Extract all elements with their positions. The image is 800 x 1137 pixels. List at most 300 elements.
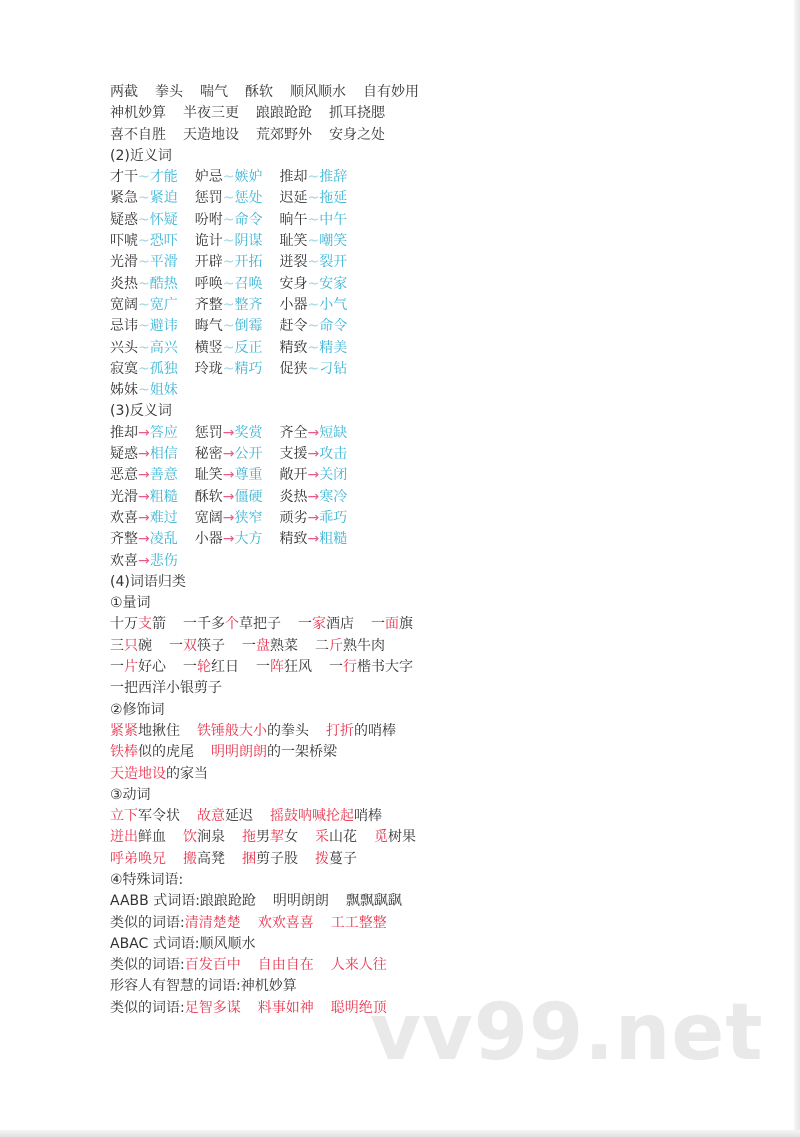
arrow-icon: → <box>307 424 320 441</box>
highlight-text: 工工整整 <box>330 914 387 931</box>
arrow-icon: → <box>222 488 235 505</box>
arrow-icon: → <box>307 509 320 526</box>
antonym-pair <box>195 444 263 465</box>
tilde-separator: ~ <box>138 339 150 356</box>
highlight-text: 支 <box>138 616 152 633</box>
phrase-text: 旗 <box>399 616 413 633</box>
word: 精致 <box>279 531 308 548</box>
antonym-word: 短缺 <box>319 424 348 441</box>
phrase <box>110 742 194 763</box>
synonym-word: 宽广 <box>149 296 178 313</box>
synonym-pair <box>110 210 178 231</box>
phrase <box>169 636 225 657</box>
phrase <box>197 806 253 827</box>
antonym-pair <box>195 423 263 444</box>
phrase-text: 三 <box>110 637 124 654</box>
phrase <box>110 806 180 827</box>
synonym-word: 惩处 <box>234 190 263 207</box>
phrase-text: 一 <box>183 659 197 676</box>
synonym-word: 才能 <box>149 169 178 186</box>
word: 欢喜 <box>110 509 138 526</box>
arrow-icon: → <box>222 424 235 441</box>
arrow-icon: → <box>138 509 150 526</box>
vocab-line <box>110 82 750 103</box>
word: 耻笑 <box>279 233 308 250</box>
phrase-text: 箭 <box>152 616 166 633</box>
phrase-row <box>110 891 750 912</box>
vocab-word: 喘气 <box>200 84 228 100</box>
phrase-text: 好心 <box>138 659 166 676</box>
antonym-pair <box>110 508 178 529</box>
vocab-word: 踉踉跄跄 <box>256 105 312 122</box>
word: 赶令 <box>279 318 308 335</box>
tilde-separator: ~ <box>307 296 320 313</box>
phrase <box>110 657 166 678</box>
phrase <box>110 913 241 934</box>
word: 推却 <box>110 424 138 441</box>
page-edge-right <box>794 0 800 1137</box>
tilde-separator: ~ <box>138 275 150 292</box>
phrase-text: 碗 <box>138 637 152 654</box>
highlight-text: 采 <box>315 829 329 846</box>
phrase <box>110 998 241 1019</box>
phrase <box>242 827 298 848</box>
synonym-pair <box>195 359 263 380</box>
synonym-row <box>110 188 750 209</box>
phrase <box>331 955 387 976</box>
phrase <box>298 614 354 635</box>
antonym-pair <box>110 444 178 465</box>
phrase-text: 男 <box>256 829 270 846</box>
antonym-row <box>110 487 750 508</box>
phrase <box>110 721 180 742</box>
antonyms-heading <box>110 401 750 422</box>
phrase-text: 十万 <box>110 616 138 633</box>
phrase <box>110 934 255 955</box>
synonym-pair <box>110 167 178 188</box>
antonym-row <box>110 529 750 550</box>
antonym-row <box>110 465 750 486</box>
tilde-separator: ~ <box>138 169 150 186</box>
synonym-pair <box>195 274 263 295</box>
vocab-word: 酥软 <box>245 84 273 100</box>
phrase-text: 高凳 <box>197 850 225 867</box>
phrase-text: 一把西洋小银剪子 <box>110 680 222 697</box>
tilde-separator: ~ <box>222 190 235 207</box>
subsection-heading: ③动词 <box>110 786 151 803</box>
highlight-text: 只 <box>124 637 138 654</box>
tilde-separator: ~ <box>222 275 235 292</box>
phrase-text: 一 <box>256 659 270 676</box>
antonym-word: 寒冷 <box>319 488 348 505</box>
word: 光滑 <box>110 254 138 271</box>
synonym-pair <box>110 274 178 295</box>
synonym-row <box>110 380 750 401</box>
arrow-icon: → <box>138 552 150 569</box>
tilde-separator: ~ <box>307 211 320 228</box>
phrase <box>110 827 166 848</box>
synonym-word: 精巧 <box>234 360 263 377</box>
phrase-text: 军令状 <box>138 808 180 825</box>
highlight-text: 轮 <box>197 659 211 676</box>
word: 忌讳 <box>110 318 138 335</box>
word: 推却 <box>279 169 308 186</box>
tilde-separator: ~ <box>222 339 235 356</box>
word: 秘密 <box>194 446 223 463</box>
word: 迟延 <box>279 190 308 207</box>
highlight-text: 清清楚楚 <box>184 914 241 931</box>
antonym-word: 善意 <box>149 467 178 484</box>
arrow-icon: → <box>138 446 150 463</box>
synonym-pair <box>110 231 178 252</box>
word: 敞开 <box>279 467 308 484</box>
synonym-row <box>110 167 750 188</box>
highlight-text: 足智多谋 <box>184 999 241 1016</box>
phrase-text: 熟牛肉 <box>343 637 385 654</box>
phrase <box>258 913 314 934</box>
synonym-word: 紧迫 <box>149 190 178 207</box>
synonym-pair <box>110 188 178 209</box>
arrow-icon: → <box>138 424 150 441</box>
highlight-text: 故意 <box>197 808 225 825</box>
word: 开辟 <box>194 254 223 271</box>
antonym-pair <box>195 508 263 529</box>
vocab-word: 自有妙用 <box>363 84 419 100</box>
tilde-separator: ~ <box>307 360 320 377</box>
synonym-pair <box>110 359 178 380</box>
highlight-text: 片 <box>124 659 138 676</box>
word: 横竖 <box>194 339 223 356</box>
phrase-row <box>110 657 750 678</box>
synonym-pair <box>110 316 178 337</box>
phrase-text: ABAC 式词语:顺风顺水 <box>110 935 256 952</box>
phrase-row <box>110 955 750 976</box>
word: 欢喜 <box>110 552 138 569</box>
synonym-word: 精美 <box>319 339 348 356</box>
word: 姊妹 <box>110 382 138 399</box>
synonym-pair <box>110 295 178 316</box>
vocab-word: 喜不自胜 <box>110 126 166 143</box>
highlight-text: 铁锤般大小 <box>197 722 267 739</box>
highlight-text: 搬 <box>183 850 197 867</box>
phrase-text: 类似的词语: <box>110 999 185 1016</box>
synonym-word: 酷热 <box>149 275 178 292</box>
phrase-text: 一 <box>242 637 256 654</box>
synonym-word: 裂开 <box>319 254 348 271</box>
tilde-separator: ~ <box>222 211 235 228</box>
synonym-pair <box>110 380 178 401</box>
vocab-line <box>110 103 750 124</box>
synonym-row <box>110 231 750 252</box>
antonym-word: 尊重 <box>234 467 263 484</box>
word: 光滑 <box>110 488 138 505</box>
word: 精致 <box>279 339 308 356</box>
highlight-text: 紧紧 <box>110 722 138 739</box>
phrase <box>110 849 166 870</box>
synonym-pair <box>195 167 263 188</box>
synonym-word: 平滑 <box>149 254 178 271</box>
phrase-text: 狂风 <box>284 659 312 676</box>
phrase-text: 熟菜 <box>270 637 298 654</box>
highlight-text: 双 <box>183 637 197 654</box>
phrase <box>346 891 402 912</box>
synonym-word: 开拓 <box>234 254 263 271</box>
phrase-text: AABB 式词语:踉踉跄跄 <box>110 893 256 910</box>
classify-heading <box>110 572 750 593</box>
tilde-separator: ~ <box>307 169 320 186</box>
phrase-text: 的拳头 <box>267 722 309 739</box>
synonym-word: 怀疑 <box>149 211 178 228</box>
synonym-word: 召唤 <box>234 275 263 292</box>
synonym-pair <box>279 316 347 337</box>
synonym-word: 高兴 <box>149 339 178 356</box>
phrase <box>371 614 413 635</box>
highlight-text: 聪明绝顶 <box>330 999 387 1016</box>
antonym-row <box>110 444 750 465</box>
synonym-pair <box>279 188 347 209</box>
phrase-text: 类似的词语: <box>110 957 185 974</box>
phrase <box>183 827 225 848</box>
highlight-text: 捆 <box>242 850 256 867</box>
highlight-text: 天造地设 <box>110 765 166 782</box>
phrase-row <box>110 764 750 785</box>
synonym-word: 避讳 <box>149 318 178 335</box>
highlight-text: 家 <box>312 616 326 633</box>
vocab-word: 两截 <box>110 84 138 100</box>
tilde-separator: ~ <box>138 190 150 207</box>
highlight-text: 欢欢喜喜 <box>257 914 314 931</box>
phrase-text: 一千多 <box>183 616 225 633</box>
subsection-heading: ①量词 <box>110 595 151 612</box>
arrow-icon: → <box>307 531 320 548</box>
phrase-text: 蔓子 <box>329 850 357 867</box>
arrow-icon: → <box>222 531 235 548</box>
phrase-text: 哨棒 <box>354 808 382 825</box>
synonym-word: 拖延 <box>319 190 348 207</box>
antonym-pair <box>279 508 347 529</box>
synonym-pair <box>195 338 263 359</box>
phrase <box>110 678 222 699</box>
word: 齐整 <box>194 296 223 313</box>
phrase-text: 一 <box>169 637 183 654</box>
phrase-text: 一 <box>371 616 385 633</box>
phrase-text: 鲜血 <box>138 829 166 846</box>
phrase-text: 的家当 <box>166 765 208 782</box>
word: 妒忌 <box>194 169 223 186</box>
phrase-row <box>110 806 750 827</box>
phrase-row <box>110 614 750 635</box>
tilde-separator: ~ <box>307 318 320 335</box>
phrase <box>110 955 241 976</box>
page-edge-bottom <box>0 1130 800 1137</box>
word: 宽阔 <box>110 296 138 313</box>
antonym-word: 大方 <box>234 531 263 548</box>
phrase-text: 的哨棒 <box>354 722 396 739</box>
phrase-text: 树果 <box>388 829 416 846</box>
synonym-pair <box>110 252 178 273</box>
word: 惩罚 <box>194 424 223 441</box>
word: 晌午 <box>279 211 308 228</box>
phrase-text: 似的虎尾 <box>138 744 194 761</box>
phrase <box>110 764 208 785</box>
tilde-separator: ~ <box>138 382 150 399</box>
antonym-word: 奖赏 <box>234 424 263 441</box>
subsection-heading: ②修饰词 <box>110 701 165 718</box>
phrase-row <box>110 721 750 742</box>
synonym-pair <box>279 210 347 231</box>
antonym-row <box>110 551 750 572</box>
word: 惩罚 <box>194 190 223 207</box>
tilde-separator: ~ <box>222 233 235 250</box>
phrase-text: 筷子 <box>197 637 225 654</box>
phrase <box>256 657 312 678</box>
antonym-word: 攻击 <box>319 446 348 463</box>
phrase <box>242 636 298 657</box>
tilde-separator: ~ <box>138 211 150 228</box>
highlight-text: 斤 <box>329 637 343 654</box>
highlight-text: 个 <box>225 616 239 633</box>
antonym-row <box>110 508 750 529</box>
word: 诡计 <box>194 233 223 250</box>
phrase-row <box>110 934 750 955</box>
highlight-text: 挈 <box>270 829 284 846</box>
phrase-text: 形容人有智慧的词语:神机妙算 <box>110 978 297 995</box>
word: 迸裂 <box>279 254 308 271</box>
document-body <box>110 82 750 1019</box>
word: 紧急 <box>110 190 138 207</box>
phrase <box>110 891 256 912</box>
synonym-word: 孤独 <box>149 360 178 377</box>
synonym-pair <box>195 252 263 273</box>
highlight-text: 盘 <box>256 637 270 654</box>
antonym-pair <box>195 465 263 486</box>
phrase-text: 草把子 <box>239 616 281 633</box>
antonym-pair <box>110 465 178 486</box>
phrase-row <box>110 913 750 934</box>
phrase-text: 楷书大字 <box>357 659 413 676</box>
tilde-separator: ~ <box>222 254 235 271</box>
phrase-text: 剪子股 <box>256 850 298 867</box>
vocab-word: 天造地设 <box>183 126 239 143</box>
tilde-separator: ~ <box>307 233 320 250</box>
synonym-word: 推辞 <box>319 169 348 186</box>
word: 炎热 <box>110 275 138 292</box>
word: 疑惑 <box>110 446 138 463</box>
tilde-separator: ~ <box>222 360 235 377</box>
phrase-row <box>110 636 750 657</box>
word: 吩咐 <box>194 211 223 228</box>
synonym-row <box>110 210 750 231</box>
antonym-pair <box>279 465 347 486</box>
arrow-icon: → <box>307 488 320 505</box>
synonym-pair <box>195 231 263 252</box>
subsection-heading <box>110 785 750 806</box>
synonym-pair <box>279 167 347 188</box>
synonym-word: 命令 <box>234 211 263 228</box>
tilde-separator: ~ <box>138 296 150 313</box>
synonym-word: 嘲笑 <box>319 233 348 250</box>
phrase <box>110 976 297 997</box>
antonym-pair <box>110 551 178 572</box>
synonym-row <box>110 295 750 316</box>
subsection-heading <box>110 700 750 721</box>
highlight-text: 打折 <box>326 722 354 739</box>
highlight-text: 料事如神 <box>257 999 314 1016</box>
synonym-pair <box>195 188 263 209</box>
phrase-text: 女 <box>284 829 298 846</box>
vocab-word: 荒郊野外 <box>256 126 312 143</box>
word: 支援 <box>279 446 308 463</box>
word: 才干 <box>110 169 138 186</box>
synonym-row <box>110 316 750 337</box>
antonym-pair <box>279 529 347 550</box>
phrase <box>273 891 329 912</box>
synonym-word: 小气 <box>319 296 348 313</box>
phrase <box>329 657 413 678</box>
phrase <box>183 657 239 678</box>
watermark: vv99.net <box>370 988 764 1078</box>
subsection-heading: ④特殊词语: <box>110 871 184 888</box>
word: 顽劣 <box>279 509 308 526</box>
phrase-text: 一 <box>298 616 312 633</box>
synonyms-heading <box>110 146 750 167</box>
synonym-pair <box>279 231 347 252</box>
tilde-separator: ~ <box>138 360 150 377</box>
antonym-word: 悲伤 <box>149 552 178 569</box>
arrow-icon: → <box>138 467 150 484</box>
phrase-text: 飘飘飖飖 <box>345 893 402 910</box>
highlight-text: 拖 <box>242 829 256 846</box>
tilde-separator: ~ <box>222 318 235 335</box>
word: 炎热 <box>279 488 308 505</box>
word: 疑惑 <box>110 211 138 228</box>
antonym-word: 僵硬 <box>234 488 263 505</box>
phrase-text: 类似的词语: <box>110 914 185 931</box>
synonym-word: 阴谋 <box>234 233 263 250</box>
synonym-pair <box>279 359 347 380</box>
synonym-row <box>110 359 750 380</box>
antonym-word: 粗糙 <box>319 531 348 548</box>
tilde-separator: ~ <box>222 296 235 313</box>
word: 小器 <box>194 531 223 548</box>
phrase <box>242 849 298 870</box>
synonym-word: 恐吓 <box>149 233 178 250</box>
tilde-separator: ~ <box>138 254 150 271</box>
antonym-pair <box>195 487 263 508</box>
word: 安身 <box>279 275 308 292</box>
vocab-word: 抓耳挠腮 <box>329 105 385 122</box>
word: 耻笑 <box>194 467 223 484</box>
tilde-separator: ~ <box>222 169 235 186</box>
vocab-word: 拳头 <box>155 84 183 100</box>
synonym-pair <box>195 295 263 316</box>
phrase <box>211 742 337 763</box>
antonym-word: 凌乱 <box>149 531 178 548</box>
synonym-row <box>110 274 750 295</box>
tilde-separator: ~ <box>307 254 320 271</box>
highlight-text: 铁棒 <box>110 744 138 761</box>
section-heading: (2)近义词 <box>110 147 172 164</box>
phrase <box>331 913 387 934</box>
antonym-pair <box>110 423 178 444</box>
arrow-icon: → <box>222 446 235 463</box>
phrase-text: 涧泉 <box>197 829 225 846</box>
antonym-word: 粗糙 <box>149 488 178 505</box>
tilde-separator: ~ <box>307 190 320 207</box>
phrase <box>183 614 281 635</box>
synonym-word: 命令 <box>319 318 348 335</box>
word: 齐全 <box>279 424 308 441</box>
